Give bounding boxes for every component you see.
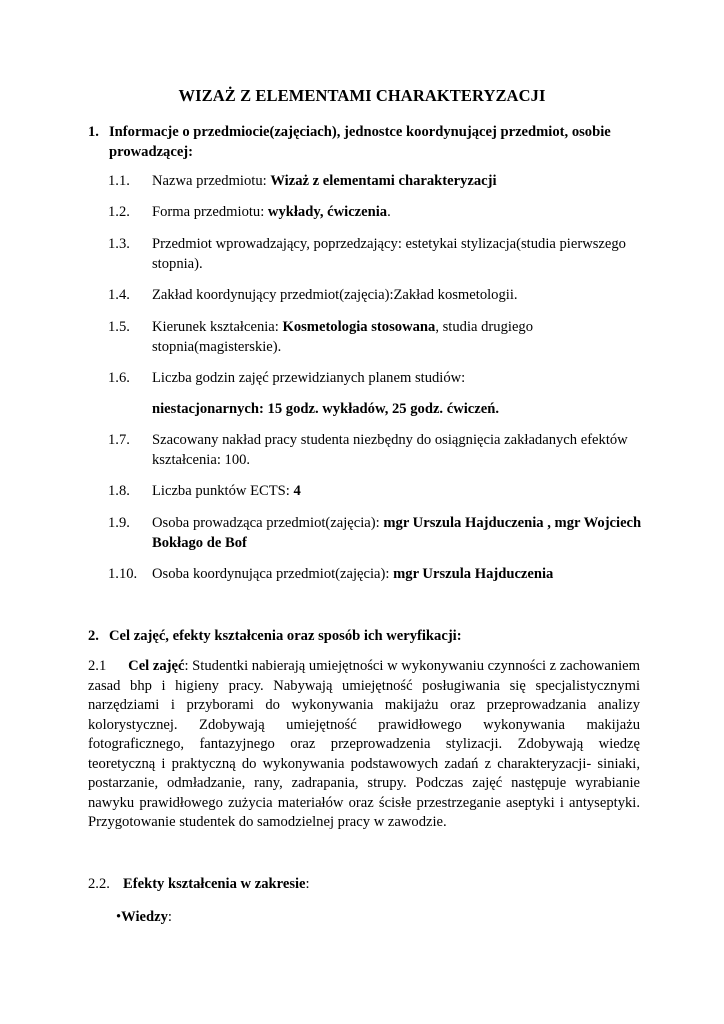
item-value: Wizaż z elementami charakteryzacji [270, 173, 497, 189]
item-label: Kierunek kształcenia: [152, 319, 283, 335]
item-number: 1.10. [108, 566, 138, 582]
bullet-icon: • [116, 909, 122, 925]
section-2-1-paragraph [88, 657, 640, 833]
section-1-number: 1. [88, 124, 99, 140]
paragraph-text: : Studentki nabierają umiejętności w wykonywaniu czynności z zachowaniem zasad bhp i higieny pracy. Nabywają umiejętność posługiwania się specjalistycznymi narzędziami i przyborami do wykonywania makijażu oraz przeprowadzania analizy kolorystycznej. Zdobywają umiejętność prawidłowego wykonywania makijażu fotograficznego, fantazyjnego oraz przeprowadzenia stylizacji. Zdobywają wiedzę teoretyczną i praktyczną do wykonywania podstawowych zadań z charakteryzacji- siniaki, postarzanie, odmładzanie, rany, zadrapania, strupy. Podczas zajęć następuje wyrabianie nawyku prawidłowego zużycia materiałów oraz ścisłe przestrzeganie aseptyki i antyseptyki. Przygotowanie studentek do samodzielnej pracy w zawodzie. [88, 658, 640, 830]
item-value: Kosmetologia stosowana [282, 319, 436, 335]
paragraph-label: Cel zajęć [128, 658, 185, 674]
item-number: 1.9. [108, 515, 130, 531]
bullet-item-wiedzy [116, 907, 172, 927]
item-label: Szacowany nakład pracy studenta niezbędny do osiągnięcia zakładanych efektów kształcenia: 100. [152, 432, 628, 468]
item-tail: , studia drugiego stopnia(magisterskie). [152, 319, 534, 355]
item-label: Osoba prowadząca przedmiot(zajęcia): [152, 515, 384, 531]
bullet-label: Wiedzy [121, 909, 168, 925]
paragraph-number: 2.1 [88, 658, 107, 674]
item-label: Przedmiot wprowadzający, poprzedzający: estetykai stylizacja(studia pierwszego stopnia). [152, 236, 626, 272]
item-label: Liczba godzin zajęć przewidzianych planem studiów: [152, 370, 466, 386]
subsection-tail: : [305, 876, 310, 892]
item-label: Nazwa przedmiotu: [152, 173, 271, 189]
item-number: 1.7. [108, 432, 130, 448]
item-value: mgr Urszula Hajduczenia , mgr Wojciech Bokłago de Bof [152, 515, 642, 551]
item-label: Zakład koordynujący przedmiot(zajęcia):Zakład kosmetologii. [152, 287, 518, 303]
item-number: 1.8. [108, 483, 130, 499]
subsection-number: 2.2. [88, 876, 110, 892]
item-number: 1.4. [108, 287, 130, 303]
item-value: 4 [293, 483, 301, 499]
subsection-label: Efekty kształcenia w zakresie [123, 876, 306, 892]
item-number: 1.3. [108, 236, 130, 252]
item-label: Osoba koordynująca przedmiot(zajęcia): [152, 566, 394, 582]
item-number: 1.2. [108, 204, 130, 220]
document-title: WIZAŻ Z ELEMENTAMI CHARAKTERYZACJI [178, 86, 546, 105]
item-value: mgr Urszula Hajduczenia [393, 566, 554, 582]
item-label: Liczba punktów ECTS: [152, 483, 294, 499]
item-label: Forma przedmiotu: [152, 204, 268, 220]
bullet-tail: : [167, 909, 172, 925]
item-value: niestacjonarnych: 15 godz. wykładów, 25 godz. ćwiczeń. [152, 401, 499, 417]
section-2-2-heading [88, 874, 310, 894]
item-value: wykłady, ćwiczenia [267, 204, 388, 220]
item-number: 1.1. [108, 173, 130, 189]
section-2-heading-text: Cel zajęć, efekty kształcenia oraz sposób ich weryfikacji: [109, 628, 462, 644]
item-tail: . [387, 204, 391, 220]
section-2-number: 2. [88, 628, 99, 644]
item-number: 1.5. [108, 319, 130, 335]
section-1-heading-text: Informacje o przedmiocie(zajęciach), jednostce koordynującej przedmiot, osobie prowadzącej: [109, 124, 611, 160]
item-number: 1.6. [108, 370, 130, 386]
